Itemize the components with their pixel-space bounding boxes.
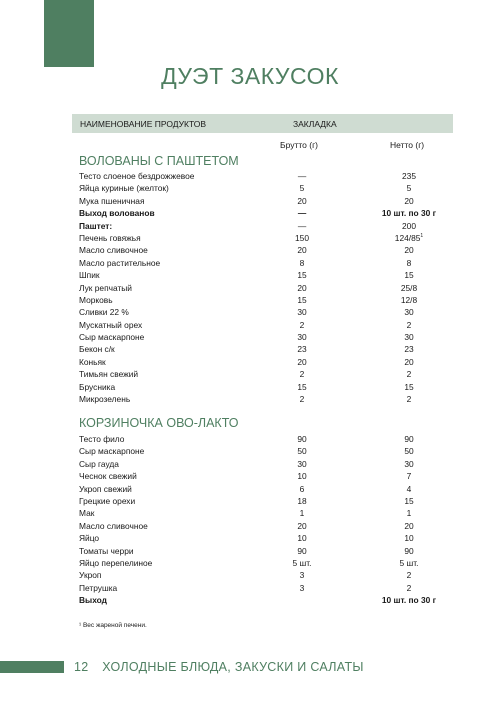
column-brutto: Брутто (г) [280, 140, 319, 150]
brutto-value: 30 [297, 332, 307, 343]
brutto-value: 20 [297, 520, 307, 531]
netto-value: 8 [406, 257, 412, 268]
netto-value: 2 [406, 369, 412, 380]
netto-cell [379, 319, 439, 331]
table-row [79, 393, 449, 405]
brutto-value: 50 [297, 446, 307, 457]
table-row [79, 557, 449, 569]
product-name: Выход волованов [79, 208, 155, 219]
product-name: Тимьян свежий [79, 369, 139, 380]
table-row [79, 195, 449, 207]
table-row [79, 458, 449, 470]
netto-value: 12/8 [400, 294, 418, 305]
brutto-value: 1 [299, 508, 305, 519]
netto-value: 23 [404, 344, 414, 355]
product-name: Укроп [79, 570, 102, 581]
table-row [79, 182, 449, 194]
brutto-value: 20 [297, 245, 307, 256]
netto-cell [379, 582, 439, 594]
table-row [79, 520, 449, 532]
table-row [79, 445, 449, 457]
section-title-korzinochka: КОРЗИНОЧКА ОВО-ЛАКТО [79, 416, 239, 430]
column-netto: Нетто (г) [390, 140, 425, 150]
brutto-value: 3 [299, 570, 305, 581]
table-row [79, 306, 449, 318]
brutto-value: 20 [297, 356, 307, 367]
table-row [79, 368, 449, 380]
brutto-value: 8 [299, 257, 305, 268]
netto-value: 5 [406, 183, 412, 194]
product-name: Лук репчатый [79, 282, 132, 293]
product-name: Микрозелень [79, 394, 131, 405]
netto-cell [379, 343, 439, 355]
brutto-value: 90 [297, 545, 307, 556]
netto-cell [379, 232, 439, 244]
netto-value: 50 [404, 446, 414, 457]
table-row [79, 582, 449, 594]
netto-cell [379, 170, 439, 182]
netto-value: 20 [404, 356, 414, 367]
netto-value: 20 [404, 245, 414, 256]
netto-cell [379, 282, 439, 294]
table-row [79, 495, 449, 507]
table-row [79, 170, 449, 182]
brutto-value: 15 [297, 294, 307, 305]
product-name: Морковь [79, 294, 113, 305]
brutto-value: 23 [297, 344, 307, 355]
netto-cell [379, 520, 439, 532]
page-number: 12 [74, 660, 89, 674]
product-name: Мускатный орех [79, 319, 143, 330]
netto-cell [379, 182, 439, 194]
netto-cell [379, 393, 439, 405]
table-row [79, 257, 449, 269]
table-row [79, 244, 449, 256]
product-name: Петрушка [79, 582, 118, 593]
product-name: Сыр гауда [79, 458, 119, 469]
brutto-value: 2 [299, 319, 305, 330]
table-row [79, 545, 449, 557]
product-name: Шпик [79, 270, 100, 281]
netto-value: 2 [406, 582, 412, 593]
product-name: Бекон с/к [79, 344, 115, 355]
table-row [79, 433, 449, 445]
netto-value: 30 [404, 458, 414, 469]
netto-cell [379, 483, 439, 495]
netto-value: 90 [404, 545, 414, 556]
table-row [79, 207, 449, 219]
netto-cell [379, 507, 439, 519]
netto-cell [379, 331, 439, 343]
product-name: Яйцо [79, 533, 100, 544]
netto-cell [379, 306, 439, 318]
brutto-value: 18 [297, 495, 307, 506]
product-name: Выход [79, 595, 107, 606]
netto-value: 90 [404, 434, 414, 444]
netto-cell [379, 569, 439, 581]
netto-cell [379, 557, 439, 569]
netto-cell [379, 220, 439, 232]
brutto-value: 90 [297, 434, 307, 444]
table-row [79, 532, 449, 544]
table-row [79, 483, 449, 495]
netto-cell [379, 356, 439, 368]
product-name: Сливки 22 % [79, 307, 129, 318]
netto-cell [379, 207, 439, 219]
netto-cell [379, 433, 439, 445]
table-row [79, 319, 449, 331]
brutto-value: 2 [299, 394, 305, 405]
netto-cell [379, 495, 439, 507]
netto-cell [379, 458, 439, 470]
header-zakladka: ЗАКЛАДКА [293, 119, 337, 129]
table-row [79, 269, 449, 281]
recipe-rows-volovany [79, 170, 449, 405]
netto-value: 1 [406, 508, 412, 519]
netto-value: 7 [406, 471, 412, 482]
product-name: Томаты черри [79, 545, 134, 556]
brutto-value: 3 [299, 582, 305, 593]
brutto-value: 20 [297, 195, 307, 206]
netto-cell [379, 470, 439, 482]
brutto-value: 2 [299, 369, 305, 380]
netto-cell [379, 257, 439, 269]
netto-value: 200 [402, 220, 416, 231]
product-name: Паштет: [79, 220, 113, 231]
netto-value: 2 [406, 319, 412, 330]
brutto-value: 5 [299, 183, 305, 194]
table-row [79, 220, 449, 232]
table-row [79, 356, 449, 368]
table-row [79, 381, 449, 393]
corner-color-block [44, 0, 94, 67]
brutto-value: 6 [299, 483, 305, 494]
table-header [72, 114, 453, 133]
netto-value: 15 [404, 495, 414, 506]
netto-value: 10 шт. по 30 г [381, 208, 437, 219]
netto-value: 20 [404, 195, 414, 206]
table-row [79, 470, 449, 482]
netto-cell [379, 368, 439, 380]
brutto-value: 30 [297, 458, 307, 469]
table-row [79, 331, 449, 343]
netto-cell [379, 381, 439, 393]
netto-value: 25/8 [400, 282, 418, 293]
table-row [79, 507, 449, 519]
table-row [79, 294, 449, 306]
footnote: ¹ Вес жареной печени. [79, 622, 147, 629]
product-name: Брусника [79, 381, 116, 392]
product-name: Грецкие орехи [79, 495, 136, 506]
netto-value: 15 [404, 270, 414, 281]
section-title-volovany: ВОЛОВАНЫ С ПАШТЕТОМ [79, 154, 239, 168]
brutto-value: 15 [297, 270, 307, 281]
product-name: Сыр маскарпоне [79, 332, 145, 343]
table-row [79, 232, 449, 244]
product-name: Тесто слоеное бездрожжевое [79, 171, 195, 181]
table-row [79, 569, 449, 581]
recipe-rows-korzinochka [79, 433, 449, 606]
netto-cell [379, 269, 439, 281]
netto-value: 2 [406, 394, 412, 405]
brutto-value: 15 [297, 381, 307, 392]
header-products: НАИМЕНОВАНИЕ ПРОДУКТОВ [80, 119, 207, 129]
netto-value: 124/85 [394, 232, 421, 243]
product-name: Яйцо перепелиное [79, 557, 153, 568]
netto-cell [379, 445, 439, 457]
product-name: Коньяк [79, 356, 106, 367]
brutto-value: 5 шт. [292, 557, 312, 568]
netto-cell [379, 294, 439, 306]
netto-value: 10 [404, 533, 414, 544]
product-name: Масло растительное [79, 257, 161, 268]
brutto-value: 20 [297, 282, 307, 293]
product-name: Сыр маскарпоне [79, 446, 145, 457]
footer-color-bar [0, 661, 64, 673]
netto-value: 30 [404, 332, 414, 343]
brutto-value: 10 [297, 471, 307, 482]
product-name: Яйца куриные (желток) [79, 183, 169, 194]
product-name: Чеснок свежий [79, 471, 137, 482]
brutto-value: 150 [295, 232, 309, 243]
netto-cell [379, 594, 439, 606]
product-name: Масло сливочное [79, 245, 148, 256]
netto-cell [379, 195, 439, 207]
netto-cell [379, 532, 439, 544]
table-row [79, 343, 449, 355]
chapter-title: ХОЛОДНЫЕ БЛЮДА, ЗАКУСКИ И САЛАТЫ [102, 660, 364, 674]
netto-value: 15 [404, 381, 414, 392]
product-name: Мука пшеничная [79, 195, 145, 206]
netto-value: 10 шт. по 30 г [381, 595, 437, 606]
brutto-value: — [297, 220, 307, 231]
brutto-value: — [297, 171, 307, 181]
netto-value: 20 [404, 520, 414, 531]
footnote-marker: 1 [420, 232, 424, 239]
netto-cell [379, 545, 439, 557]
product-name: Масло сливочное [79, 520, 148, 531]
page-title: ДУЭТ ЗАКУСОК [161, 63, 339, 89]
product-name: Укроп свежий [79, 483, 132, 494]
product-name: Тесто фило [79, 434, 125, 444]
table-row [79, 594, 449, 606]
netto-value: 2 [406, 570, 412, 581]
product-name: Печень говяжья [79, 232, 141, 243]
netto-value: 5 шт. [399, 557, 419, 568]
netto-value: 30 [404, 307, 414, 318]
brutto-value: — [297, 208, 307, 219]
product-name: Мак [79, 508, 95, 519]
netto-value: 235 [402, 171, 416, 181]
table-row [79, 282, 449, 294]
page-footer [74, 660, 364, 674]
brutto-value: 30 [297, 307, 307, 318]
netto-value: 4 [406, 483, 412, 494]
netto-cell [379, 244, 439, 256]
brutto-value: 10 [297, 533, 307, 544]
